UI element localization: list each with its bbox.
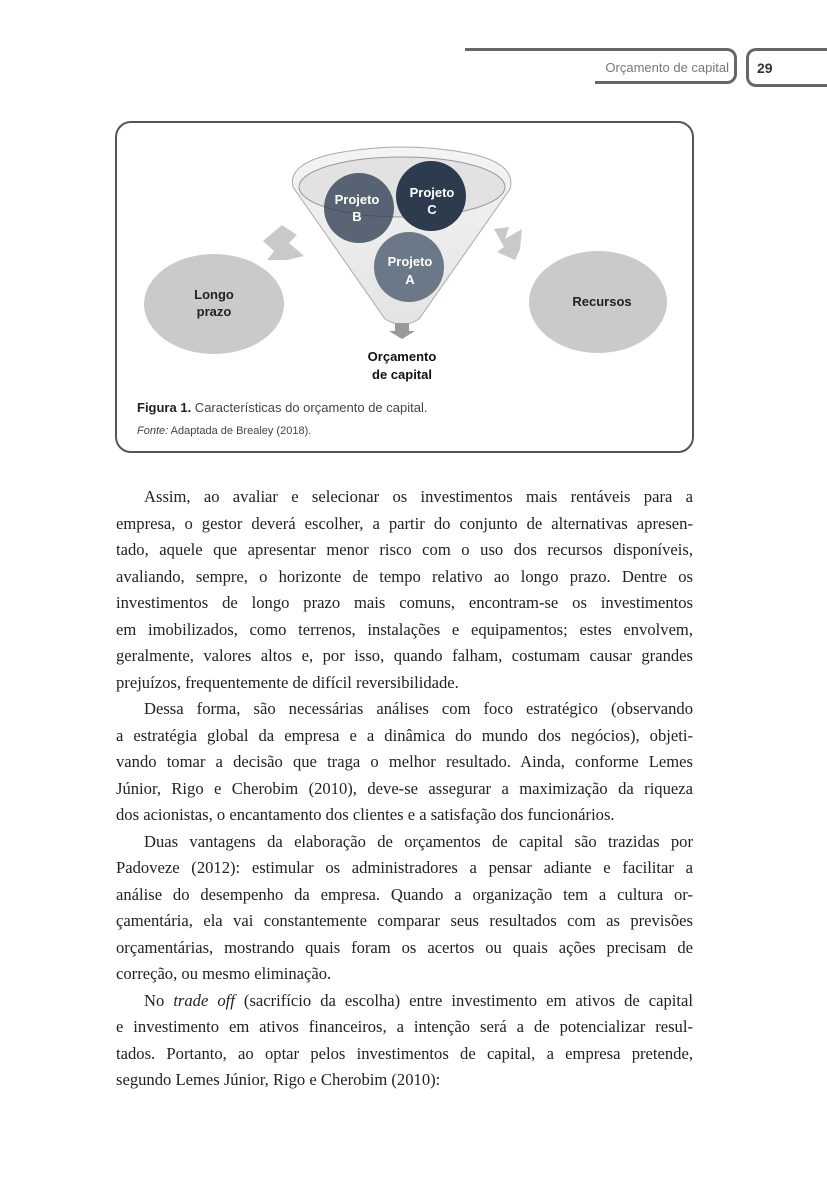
text-line: Dessa forma, são necessárias análises com foco estratégico (observando xyxy=(144,699,693,718)
arrow-right-icon xyxy=(494,227,522,260)
header-rule-mask xyxy=(465,52,595,88)
paragraph xyxy=(116,484,693,696)
text-line: empresa, o gestor deverá escolher, a partir do conjunto de alternativas apresen- xyxy=(116,513,693,533)
project-a-label: Projeto xyxy=(387,254,433,269)
project-b-circle xyxy=(324,173,394,243)
project-b-label: Projeto xyxy=(334,192,380,207)
text-line: avaliando, sempre, o horizonte de tempo relativo ao longo prazo. Dentre os xyxy=(116,566,693,586)
text-line: tado, aquele que apresentar menor risco com o uso dos recursos disponíveis, xyxy=(116,540,693,559)
source-label: Fonte: xyxy=(137,425,169,437)
capital-budget-label-1: Orçamento xyxy=(367,349,437,364)
text-line: tados. Portanto, ao optar pelos investimentos de capital, a empresa pretende, xyxy=(116,1043,693,1063)
text-line: Padoveze (2012): estimular os administradores a pensar adiante e facilitar a xyxy=(116,858,693,877)
text-line xyxy=(116,988,693,1015)
text-line: dos acionistas, o encantamento dos clientes e a satisfação dos funcionários. xyxy=(116,805,615,824)
text-line: correção, ou mesmo eliminação. xyxy=(116,964,332,983)
long-term-label-1: Longo xyxy=(194,287,234,302)
text-line: segundo Lemes Júnior, Rigo e Cherobim (2010): xyxy=(116,1070,441,1089)
body-text xyxy=(116,484,693,1094)
text-line: geralmente, valores altos e, por isso, quando falham, costumam causar grandes xyxy=(116,646,693,665)
capital-budget-label-2: de capital xyxy=(372,367,432,382)
text-line: Assim, ao avaliar e selecionar os investimentos mais rentáveis para a xyxy=(144,487,693,506)
project-b-letter: B xyxy=(352,209,362,224)
arrow-left-icon xyxy=(263,225,304,260)
project-a-letter: A xyxy=(405,272,415,287)
text-line: çamentária, ela vai constantemente comparar seus resultados com as previsões xyxy=(116,911,693,930)
figure-source xyxy=(137,425,311,437)
paragraph xyxy=(116,696,693,829)
long-term-label-2: prazo xyxy=(196,304,232,319)
text-line: a estratégia global da empresa e a dinâmica do mundo dos negócios), objeti- xyxy=(116,725,693,745)
paragraph xyxy=(116,829,693,988)
text-line: e investimento em ativos financeiros, a intenção será a de potencializar resul- xyxy=(116,1017,693,1036)
text-line: em imobilizados, como terrenos, instalações e equipamentos; estes envolvem, xyxy=(116,619,693,639)
running-header-title: Orçamento de capital xyxy=(605,60,729,75)
figure-box xyxy=(115,121,694,453)
resources-label: Recursos xyxy=(572,294,632,309)
arrow-down-icon xyxy=(389,323,415,339)
source-text: Adaptada de Brealey (2018). xyxy=(168,425,312,437)
text-run: No xyxy=(144,990,174,1010)
page-number: 29 xyxy=(757,60,773,76)
paragraph xyxy=(116,988,693,1094)
text-line: Duas vantagens da elaboração de orçamentos de capital são trazidas por xyxy=(144,831,693,851)
text-line: Júnior, Rigo e Cherobim (2010), deve-se assegurar a maximização da riqueza xyxy=(116,778,693,798)
text-run: (sacrifício da escolha) entre investimento em ativos de capital xyxy=(234,990,693,1010)
text-line: investimentos de longo prazo mais comuns, encontram-se os investimentos xyxy=(116,593,693,612)
text-line: vando tomar a decisão que traga o melhor resultado. Ainda, conforme Lemes xyxy=(116,752,693,771)
caption-text: Características do orçamento de capital. xyxy=(191,400,428,415)
project-c-letter: C xyxy=(427,202,437,217)
project-c-label: Projeto xyxy=(409,185,455,200)
text-line: prejuízos, frequentemente de difícil reversibilidade. xyxy=(116,672,459,692)
italic-term: trade off xyxy=(173,990,235,1010)
caption-label: Figura 1. xyxy=(137,400,192,415)
figure-caption xyxy=(137,400,427,415)
text-line: orçamentárias, mostrando quais foram os acertos ou quais ações precisam de xyxy=(116,937,693,957)
text-line: análise do desempenho da empresa. Quando a organização tem a cultura or- xyxy=(116,884,693,904)
